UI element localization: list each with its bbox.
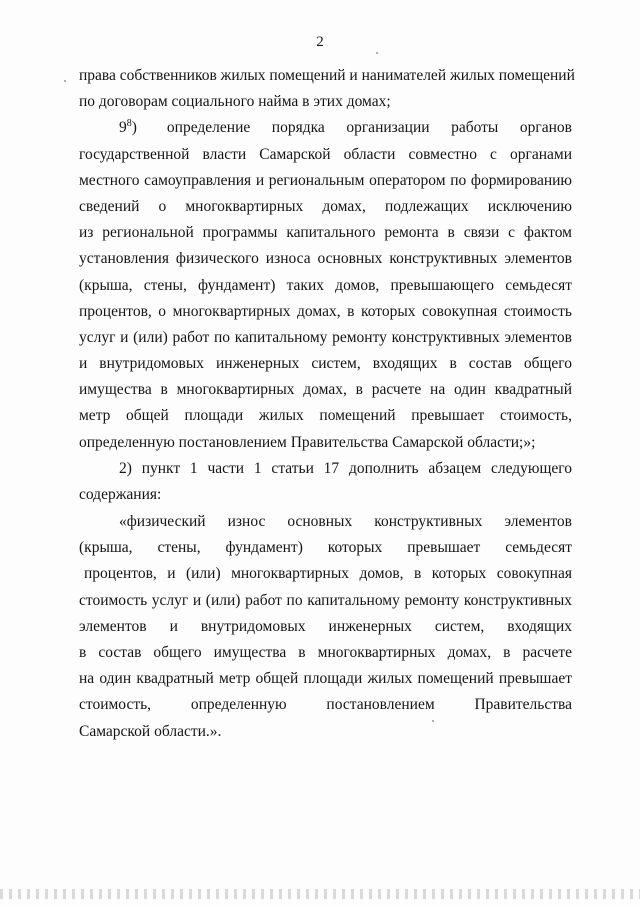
text-line: местного самоуправления и региональным оператором по формированию <box>79 171 572 189</box>
text-line: имущества в многоквартирных домах, в расчете на один квадратный <box>79 381 572 399</box>
text-line: и внутридомовых инженерных систем, входящих в состав общего <box>79 355 572 373</box>
text-line: по договорам социального найма в этих домах; <box>79 93 391 111</box>
item-9-text: определение порядка организации работы органов <box>166 119 572 137</box>
item-9-line <box>79 115 572 141</box>
text-line: (крыша, стены, фундамент) таких домов, превышающего семьдесят <box>79 276 572 294</box>
text-line: установления физического износа основных конструктивных элементов <box>79 250 572 268</box>
text-line: 2) пункт 1 части 1 статьи 17 дополнить абзацем следующего <box>119 459 572 477</box>
text-line: метр общей площади жилых помещений превышает стоимость, <box>79 407 572 425</box>
text-line: стоимость, определенную постановлением Правительства <box>79 696 572 714</box>
scan-speck <box>64 80 66 82</box>
item-9-number: $9^8$) <box>119 118 137 137</box>
text-line: в состав общего имущества в многоквартирных домах, в расчете <box>79 643 572 661</box>
text-line: Самарской области.». <box>79 722 222 740</box>
text-line: услуг и (или) работ по капитальному ремонту конструктивных элементов <box>79 328 572 346</box>
item-9-superscript: 8 <box>126 118 132 130</box>
text-line: из региональной программы капитального ремонта в связи с фактом <box>79 224 572 242</box>
scan-artifact-strip <box>0 889 640 899</box>
text-line: элементов и внутридомовых инженерных систем, входящих <box>79 617 572 635</box>
text-line: определенную постановлением Правительства Самарской области;»; <box>79 433 536 451</box>
text-line: государственной власти Самарской области совместно с органами <box>79 145 572 163</box>
text-line: сведений о многоквартирных домах, подлежащих исключению <box>79 197 572 215</box>
amendment-text-block <box>79 63 575 508</box>
text-line: (крыша, стены, фундамент) которых превышает семьдесят <box>79 539 572 557</box>
text-line: содержания: <box>79 486 162 503</box>
text-line: на один квадратный метр общей площади жилых помещений превышает <box>79 670 572 688</box>
scan-speck <box>376 52 378 54</box>
page-number: 2 <box>316 34 324 50</box>
text-line: «физический износ основных конструктивных элементов <box>119 513 572 530</box>
text-line: процентов, о многоквартирных домах, в которых совокупная стоимость <box>79 302 572 320</box>
text-line: процентов, и (или) многоквартирных домов, в которых совокупная <box>84 565 572 583</box>
scan-speck <box>432 720 434 722</box>
text-line: права собственников жилых помещений и нанимателей жилых помещений <box>79 67 575 84</box>
text-line: стоимость услуг и (или) работ по капитальному ремонту конструктивных <box>79 591 572 609</box>
quoted-paragraph-block <box>79 509 572 745</box>
